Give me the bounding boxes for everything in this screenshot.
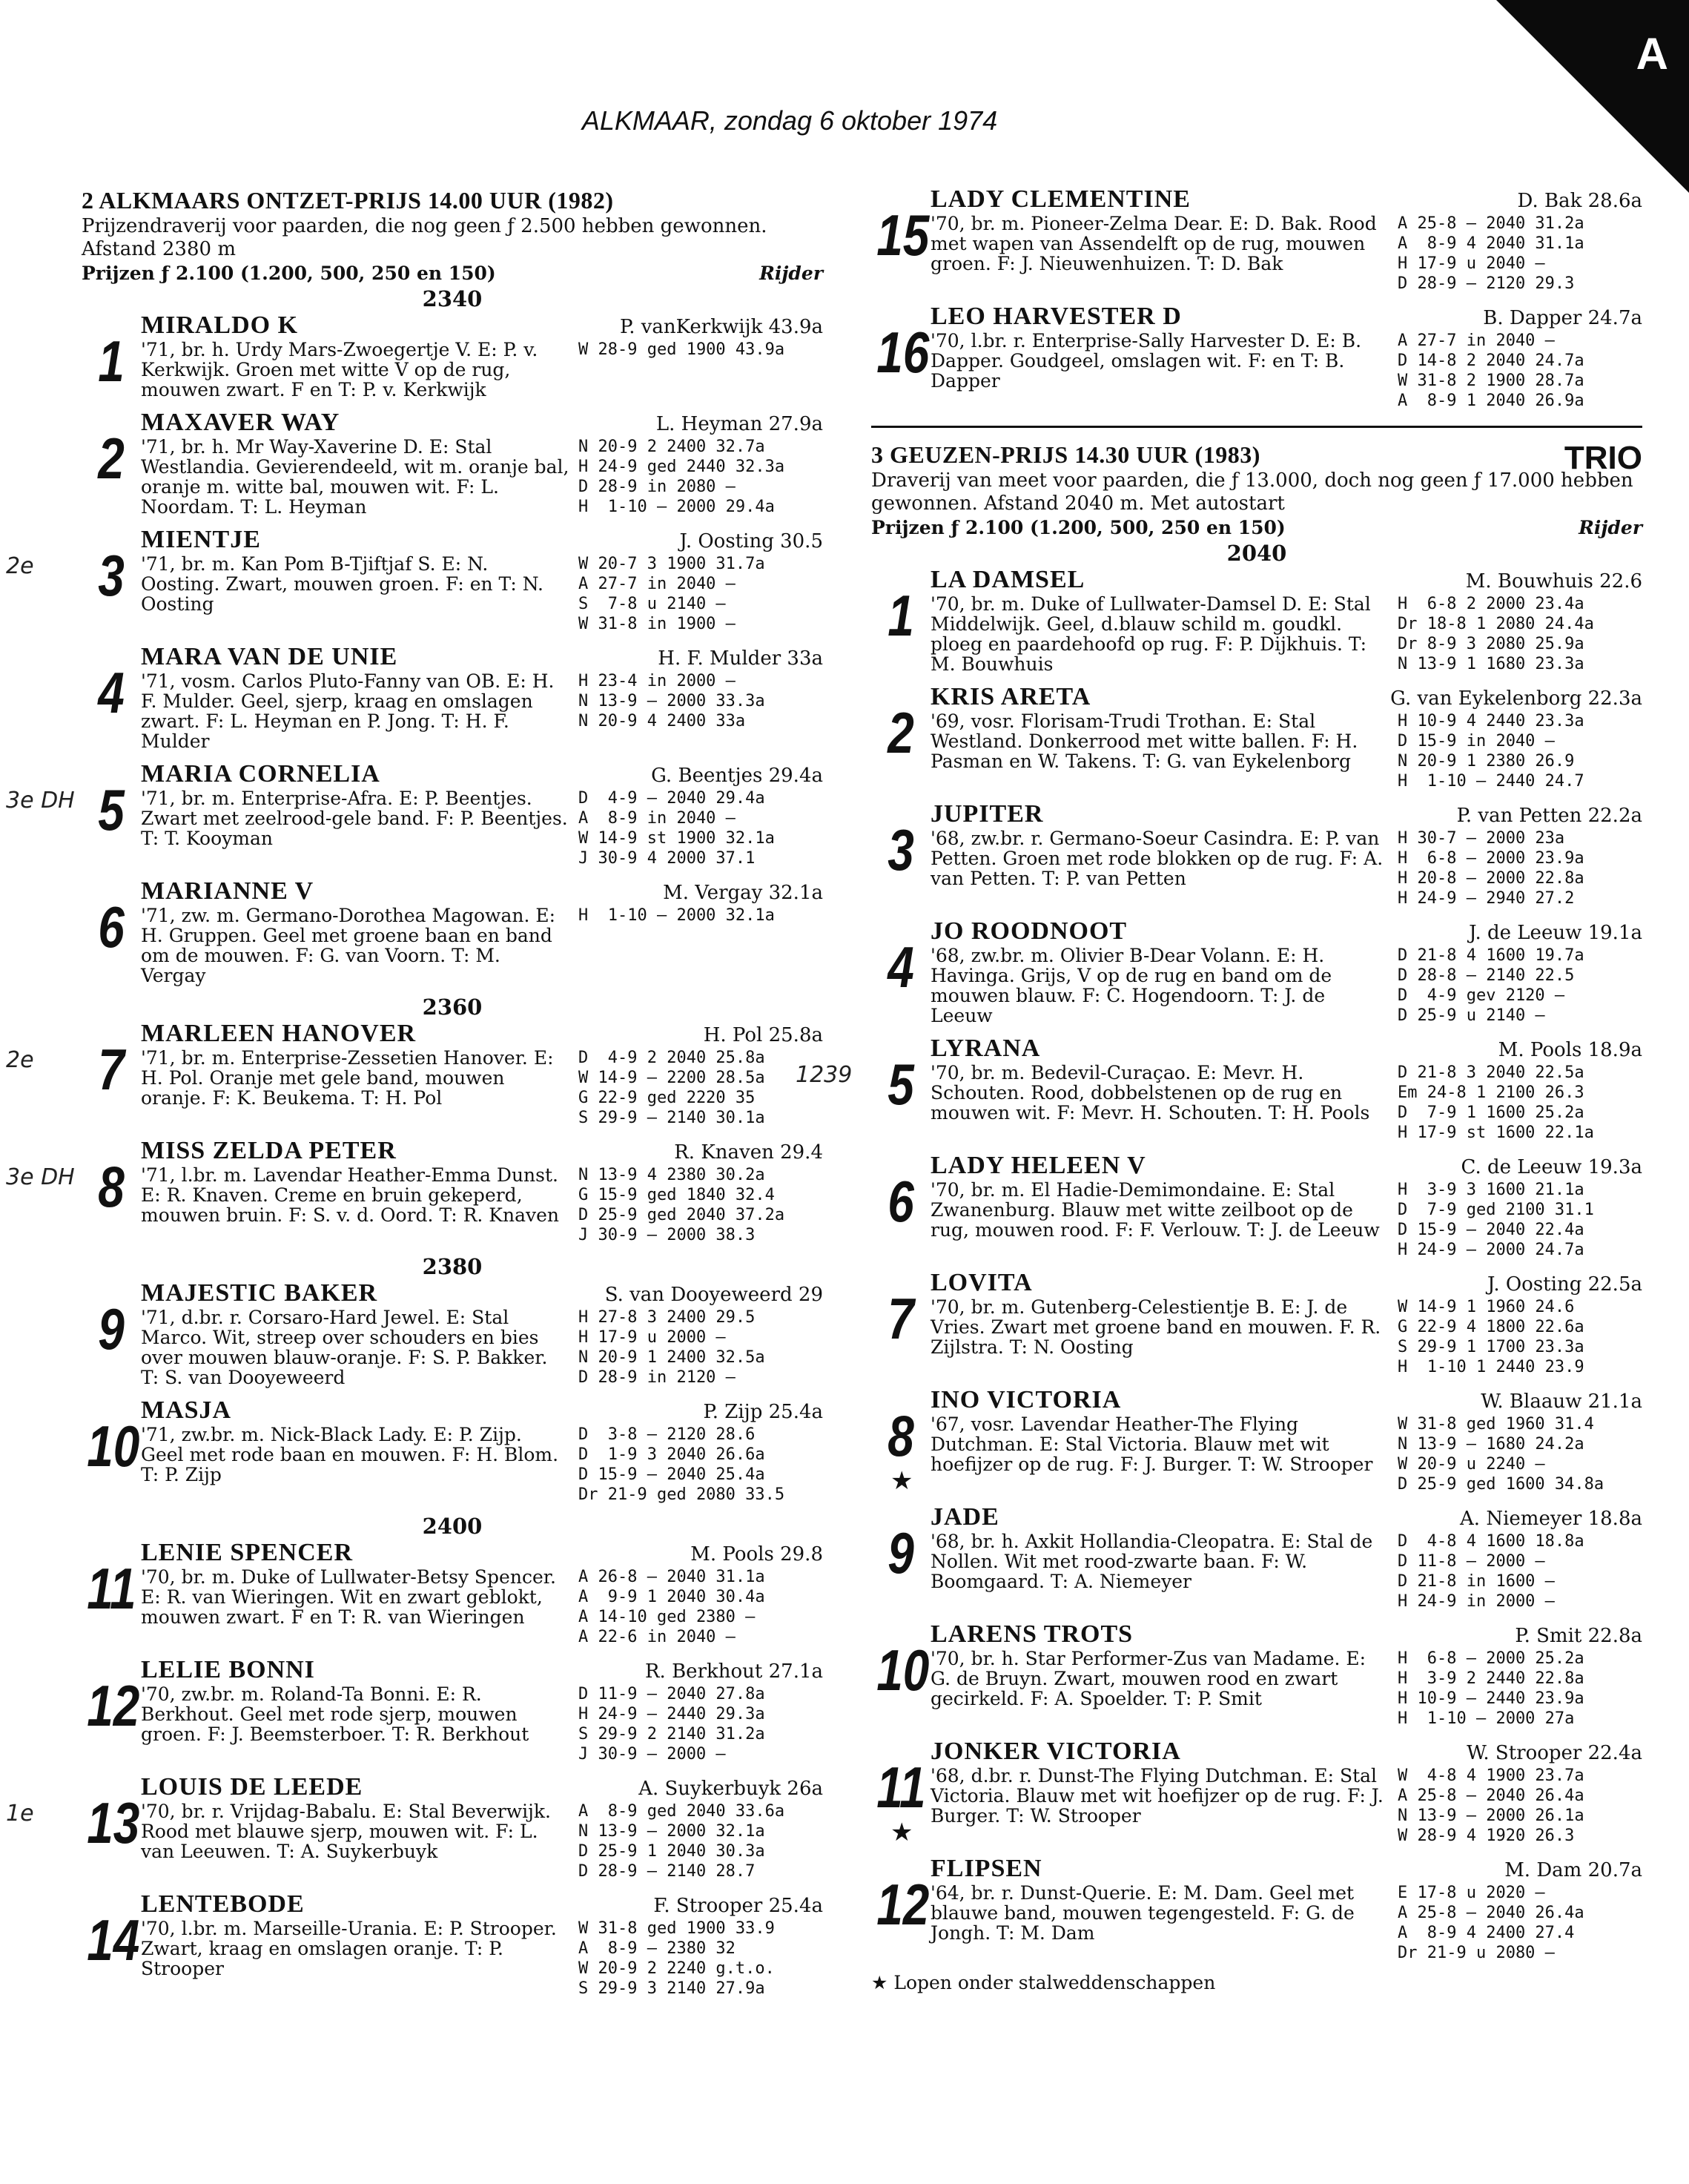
star-icon: ★ — [890, 1818, 913, 1847]
driver-record: A. Niemeyer 18.8a — [1460, 1508, 1642, 1530]
start-number: 10 — [87, 1413, 140, 1479]
horse-entry — [871, 1620, 1642, 1729]
name-line — [931, 1035, 1642, 1063]
driver-record: P. vanKerkwijk 43.9a — [619, 316, 823, 338]
horse-description: '68, br. h. Axkit Hollandia-Cleopatra. E: Stal de Nollen. Wit met rood-zwarte baan. F: W. Boomgaard. T: A. Niemeyer — [931, 1531, 1373, 1592]
horse-entry — [82, 643, 823, 751]
start-number: 3 — [98, 543, 125, 608]
horse-description: '70, br. m. Duke of Lullwater-Damsel D. E: Stal Middelwijk. Geel, d.blauw schild m. goudkl. ploeg en paardehoofd op rug. F: P. Dijkhuis. T: M. Bouwhuis — [931, 593, 1371, 675]
race-divider — [871, 426, 1642, 428]
horse-details — [931, 1766, 1642, 1846]
performance-table: D 21-8 4 1600 19.7a D 28-8 — 2140 22.5 D 4-9 gev 2120 — D 25-9 u 2140 — — [1398, 946, 1584, 1025]
start-number: 5 — [98, 777, 125, 842]
distance-heading: 2400 — [422, 1514, 483, 1539]
performance-table: D 4-9 2 2040 25.8a W 14-9 — 2200 28.5a G 22-9 ged 2220 35 S 29-9 — 2140 30.1a — [578, 1049, 765, 1127]
start-number: 5 — [888, 1052, 914, 1117]
horse-body — [141, 877, 823, 986]
horse-name: MAXAVER WAY — [141, 409, 340, 436]
name-line — [931, 1855, 1642, 1883]
horse-name: MIENTJE — [141, 526, 261, 553]
rider-label: Rijder — [759, 263, 823, 284]
horse-description: '70, zw.br. m. Roland-Ta Bonni. E: R. Berkhout. Geel met rode sjerp, mouwen groen. F: J. Beemsterboer. T: R. Berkhout — [141, 1683, 529, 1745]
driver-record: J. de Leeuw 19.1a — [1469, 922, 1642, 944]
horse-description: '71, l.br. m. Lavendar Heather-Emma Dunst. E: R. Knaven. Creme en bruin gekeperd, mouwen bruin. F: S. v. d. Oord. T: R. Knaven — [141, 1164, 560, 1226]
name-line — [141, 1656, 823, 1684]
name-line — [931, 1269, 1642, 1297]
horse-description: '67, vosr. Lavendar Heather-The Flying Dutchman. E: Stal Victoria. Blauw met wit hoefijzer op de rug. F: J. Burger. T: W. Strooper — [931, 1413, 1373, 1475]
horse-entry — [871, 303, 1642, 411]
prize-text: Prijzen ƒ 2.100 (1.200, 500, 250 en 150) — [871, 517, 1286, 538]
handwritten-note: 1e — [6, 1801, 34, 1827]
performance-table: H 6-8 2 2000 23.4a Dr 18-8 1 2080 24.4a Dr 8-9 3 2080 25.9a N 13-9 1 1680 23.3a — [1398, 595, 1594, 673]
name-line — [931, 566, 1642, 594]
name-line — [141, 1539, 823, 1567]
horse-details — [141, 1048, 823, 1128]
horse-description: '71, br. h. Urdy Mars-Zwoegertje V. E: P. v. Kerkwijk. Groen met witte V op de rug, mouwen zwart. F en T: P. v. Kerkwijk — [141, 339, 538, 400]
horse-name: LADY CLEMENTINE — [931, 185, 1191, 213]
horse-details — [931, 1414, 1642, 1494]
start-number: 14 — [87, 1907, 140, 1973]
horse-description: '70, l.br. r. Enterprise-Sally Harvester D. E: B. Dapper. Goudgeel, omslagen wit. F: en T: B. Dapper — [931, 330, 1362, 392]
name-line — [141, 1773, 823, 1801]
horse-name: LADY HELEEN V — [931, 1152, 1146, 1179]
performance-table: H 30-7 — 2000 23a H 6-8 — 2000 23.9a H 20-8 — 2000 22.8a H 24-9 — 2940 27.2 — [1398, 829, 1584, 908]
name-line — [931, 185, 1642, 214]
horse-body — [931, 1269, 1642, 1377]
start-number: 2 — [888, 700, 914, 765]
horse-entry — [6, 760, 823, 868]
page-header: ALKMAAR, zondag 6 oktober 1974 — [581, 105, 998, 136]
performance-table: W 31-8 ged 1900 33.9 A 8-9 — 2380 32 W 20-9 2 2240 g.t.o. S 29-9 3 2140 27.9a — [578, 1919, 775, 1998]
horse-entry — [82, 1279, 823, 1388]
performance-table: D 4-9 — 2040 29.4a A 8-9 in 2040 — W 14-9 st 1900 32.1a J 30-9 4 2000 37.1 — [578, 789, 775, 868]
driver-record: A. Suykerbuyk 26a — [638, 1778, 823, 1800]
horse-body — [141, 1396, 823, 1505]
driver-record: P. Zijp 25.4a — [703, 1401, 823, 1423]
horse-entry — [796, 1035, 1642, 1143]
horse-body — [931, 1855, 1642, 1963]
horse-entry — [6, 1773, 823, 1881]
horse-entry — [82, 1890, 823, 1999]
performance-table: W 14-9 1 1960 24.6 G 22-9 4 1800 22.6a S 29-9 1 1700 23.3a H 1-10 1 2440 23.9 — [1398, 1298, 1584, 1376]
performance-table: H 1-10 — 2000 32.1a — [578, 906, 775, 925]
start-number: 1 — [98, 329, 125, 394]
horse-description: '70, br. r. Vrijdag-Babalu. E: Stal Beverwijk. Rood met blauwe sjerp, mouwen wit. F: L. van Leeuwen. T: A. Suykerbuyk — [141, 1801, 551, 1862]
horse-entry — [871, 1855, 1642, 1963]
horse-list — [6, 286, 823, 1999]
performance-table: H 3-9 3 1600 21.1a D 7-9 ged 2100 31.1 D 15-9 — 2040 22.4a H 24-9 — 2000 24.7a — [1398, 1181, 1594, 1259]
start-number: 7 — [98, 1037, 125, 1102]
horse-name: LEO HARVESTER D — [931, 303, 1182, 330]
name-line — [141, 643, 823, 671]
horse-details — [931, 711, 1642, 791]
horse-entry — [871, 1503, 1642, 1611]
horse-name: MIRALDO K — [141, 311, 299, 339]
horse-description: '70, br. m. Bedevil-Curaçao. E: Mevr. H. Schouten. Rood, dobbelstenen op de rug en mouwen wit. F: Mevr. H. Schouten. T: H. Pools — [931, 1062, 1370, 1124]
performance-table: A 27-7 in 2040 — D 14-8 2 2040 24.7a W 31-8 2 1900 28.7a A 8-9 1 2040 26.9a — [1398, 331, 1584, 410]
horse-name: LENIE SPENCER — [141, 1539, 354, 1566]
horse-description: '71, br. h. Mr Way-Xaverine D. E: Stal Westlandia. Gevierendeeld, wit m. oranje bal, oranje m. witte bal, mouwen wit. F: L. Noordam. T: L. Heyman — [141, 436, 569, 518]
handwritten-note: 1239 — [796, 1062, 853, 1088]
performance-table: H 6-8 — 2000 25.2a H 3-9 2 2440 22.8a H 10-9 — 2440 23.9a H 1-10 — 2000 27a — [1398, 1649, 1584, 1728]
horse-name: JONKER VICTORIA — [931, 1738, 1181, 1765]
driver-record: H. Pol 25.8a — [703, 1024, 823, 1046]
horse-details — [931, 331, 1642, 411]
driver-record: M. Bouwhuis 22.6 — [1465, 570, 1642, 593]
horse-list — [796, 566, 1642, 1963]
performance-table: E 17-8 u 2020 — A 25-8 — 2040 26.4a A 8-9 4 2400 27.4 Dr 21-9 u 2080 — — [1398, 1884, 1584, 1962]
driver-record: C. de Leeuw 19.3a — [1461, 1156, 1642, 1178]
performance-table: D 11-9 — 2040 27.8a H 24-9 — 2440 29.3a S 29-9 2 2140 31.2a J 30-9 — 2000 — — [578, 1685, 765, 1764]
distance-heading: 2040 — [1226, 541, 1287, 566]
horse-body — [141, 1137, 823, 1245]
handwritten-note: 2e — [6, 553, 34, 579]
horse-name: LENTEBODE — [141, 1890, 305, 1918]
horse-description: '71, zw. m. Germano-Dorothea Magowan. E: H. Gruppen. Geel met groene baan en band om de mouwen. F: G. van Voorn. T: M. Vergay — [141, 905, 556, 986]
start-number: 12 — [87, 1673, 140, 1738]
horse-description: '69, vosr. Florisam-Trudi Trothan. E: Stal Westland. Donkerrood met witte ballen. F: H. Pasman en W. Takens. T: G. van Eykelenborg — [931, 710, 1358, 772]
horse-details — [931, 1180, 1642, 1260]
driver-record: H. F. Mulder 33a — [658, 647, 823, 670]
driver-record: D. Bak 28.6a — [1517, 190, 1642, 212]
performance-table: W 28-9 ged 1900 43.9a — [578, 340, 785, 359]
horse-body — [141, 1656, 823, 1764]
performance-table: A 8-9 ged 2040 33.6a N 13-9 — 2000 32.1a D 25-9 1 2040 30.3a D 28-9 — 2140 28.7 — [578, 1802, 785, 1881]
horse-entry — [82, 311, 823, 400]
horse-entry — [82, 1396, 823, 1505]
horse-name: LARENS TROTS — [931, 1620, 1134, 1648]
horse-name: MASJA — [141, 1396, 232, 1424]
horse-details — [141, 905, 823, 986]
right-column — [796, 185, 1642, 1993]
driver-record: M. Pools 18.9a — [1498, 1039, 1642, 1061]
horse-body — [931, 800, 1642, 908]
horse-body — [931, 917, 1642, 1026]
name-line — [931, 1503, 1642, 1531]
name-line — [931, 917, 1642, 946]
horse-body — [141, 1279, 823, 1388]
horse-entry — [6, 1020, 823, 1128]
star-icon: ★ — [890, 1466, 913, 1496]
name-line — [141, 760, 823, 788]
driver-record: M. Dam 20.7a — [1504, 1859, 1642, 1881]
horse-name: JUPITER — [931, 800, 1044, 828]
horse-description: '70, br. m. El Hadie-Demimondaine. E: Stal Zwanenburg. Blauw met witte zeilboot op de rug, mouwen rood. F: F. Verlouw. T: J. de Leeuw — [931, 1179, 1380, 1241]
performance-table: A 25-8 — 2040 31.2a A 8-9 4 2040 31.1a H 17-9 u 2040 — D 28-9 — 2120 29.3 — [1398, 214, 1584, 293]
performance-table: A 26-8 — 2040 31.1a A 9-9 1 2040 30.4a A 14-10 ged 2380 — A 22-6 in 2040 — — [578, 1568, 765, 1646]
horse-name: MARIANNE V — [141, 877, 314, 905]
start-number: 3 — [888, 817, 914, 882]
horse-name: MARLEEN HANOVER — [141, 1020, 417, 1047]
performance-table: D 3-8 — 2120 28.6 D 1-9 3 2040 26.6a D 15-9 — 2040 25.4a Dr 21-9 ged 2080 33.5 — [578, 1425, 785, 1504]
performance-table: N 20-9 2 2400 32.7a H 24-9 ged 2440 32.3a D 28-9 in 2080 — H 1-10 — 2000 29.4a — [578, 438, 785, 516]
horse-details — [141, 1567, 823, 1647]
handwritten-note: 3e DH — [6, 1164, 75, 1190]
start-number: 8 — [888, 1403, 914, 1468]
horse-details — [141, 1684, 823, 1764]
name-line — [931, 800, 1642, 828]
horse-entry — [871, 566, 1642, 674]
start-number: 9 — [888, 1520, 914, 1586]
start-number: 2 — [98, 426, 125, 491]
race-header — [871, 440, 1642, 476]
horse-description: '71, br. m. Enterprise-Zessetien Hanover. E: H. Pol. Oranje met gele band, mouwen oranje. F: K. Beukema. T: H. Pol — [141, 1047, 554, 1109]
start-number: 9 — [98, 1296, 125, 1362]
horse-description: '71, zw.br. m. Nick-Black Lady. E: P. Zijp. Geel met rode baan en mouwen. F: H. Blom. T: P. Zijp — [141, 1424, 559, 1485]
performance-table: H 10-9 4 2440 23.3a D 15-9 in 2040 — N 20-9 1 2380 26.9 H 1-10 — 2440 24.7 — [1398, 712, 1584, 791]
horse-details — [931, 1649, 1642, 1729]
horse-description: '70, l.br. m. Marseille-Urania. E: P. Strooper. Zwart, kraag en omslagen oranje. T: P. Strooper — [141, 1918, 557, 1979]
performance-table: N 13-9 4 2380 30.2a G 15-9 ged 1840 32.4 D 25-9 ged 2040 37.2a J 30-9 — 2000 38.3 — [578, 1166, 785, 1244]
horse-description: '71, br. m. Kan Pom B-Tjiftjaf S. E: N. Oosting. Zwart, mouwen groen. F: en T: N. Oosting — [141, 553, 543, 615]
horse-entry — [871, 683, 1642, 791]
horse-body — [931, 185, 1642, 294]
driver-record: G. van Eykelenborg 22.3a — [1390, 687, 1642, 710]
horse-description: '71, vosm. Carlos Pluto-Fanny van OB. E: H. F. Mulder. Geel, sjerp, kraag en omslagen zwart. F: L. Heyman en P. Jong. T: H. F. Mulder — [141, 670, 555, 752]
horse-description: '68, zw.br. m. Olivier B-Dear Volann. E: H. Havinga. Grijs, V op de rug en band om de mouwen blauw. F: C. Hogendoorn. T: J. de Leeuw — [931, 945, 1332, 1026]
race-description: Prijzendraverij voor paarden, die nog geen ƒ 2.500 hebben gewonnen. Afstand 2380 m — [82, 215, 767, 260]
name-line — [931, 683, 1642, 711]
name-line — [931, 303, 1642, 331]
driver-record: L. Heyman 27.9a — [655, 413, 823, 435]
start-number: 4 — [888, 934, 914, 1000]
horse-details — [141, 340, 823, 400]
driver-record: B. Dapper 24.7a — [1483, 307, 1642, 329]
horse-entry — [82, 1539, 823, 1647]
horse-body — [931, 1152, 1642, 1260]
continued-horse-list — [871, 185, 1642, 411]
horse-body — [931, 1503, 1642, 1611]
horse-body — [141, 1773, 823, 1881]
horse-details — [141, 671, 823, 751]
prize-text: Prijzen ƒ 2.100 (1.200, 500, 250 en 150) — [82, 263, 496, 284]
horse-body — [931, 303, 1642, 411]
name-line — [141, 1020, 823, 1048]
race-prize — [871, 515, 1642, 541]
start-number: 16 — [876, 320, 930, 385]
distance-heading: 2380 — [422, 1254, 483, 1279]
name-line — [931, 1620, 1642, 1649]
horse-details — [141, 1919, 823, 1999]
horse-description: '68, d.br. r. Dunst-The Flying Dutchman. E: Stal Victoria. Blauw met wit hoefijzer op de rug. F: J. Burger. T: W. Strooper — [931, 1765, 1384, 1827]
horse-entry — [82, 1656, 823, 1764]
horse-body — [141, 643, 823, 751]
start-number: 12 — [876, 1872, 930, 1937]
horse-entry — [871, 1152, 1642, 1260]
horse-description: '71, br. m. Enterprise-Afra. E: P. Beentjes. Zwart met zeelrood-gele band. F: P. Beentjes. T: T. Kooyman — [141, 788, 568, 849]
driver-record: J. Oosting 30.5 — [679, 530, 823, 552]
horse-entry — [6, 1137, 823, 1245]
horse-details — [931, 828, 1642, 908]
horse-description: '71, d.br. r. Corsaro-Hard Jewel. E: Stal Marco. Wit, streep over schouders en bies over mouwen blauw-oranje. F: S. P. Bakker. T: S. van Dooyeweerd — [141, 1307, 548, 1388]
driver-record: J. Oosting 22.5a — [1487, 1273, 1642, 1296]
horse-entry — [6, 526, 823, 634]
race-title: 2 ALKMAARS ONTZET-PRIJS 14.00 UUR (1982) — [82, 187, 614, 214]
horse-details — [141, 1801, 823, 1881]
horse-description: '64, br. r. Dunst-Querie. E: M. Dam. Geel met blauwe band, mouwen tegengesteld. F: G. de Jongh. T: M. Dam — [931, 1882, 1355, 1944]
horse-details — [141, 554, 823, 634]
driver-record: G. Beentjes 29.4a — [651, 765, 823, 787]
horse-entry — [871, 1738, 1642, 1846]
horse-body — [931, 1738, 1642, 1846]
name-line — [931, 1386, 1642, 1414]
start-number: 15 — [876, 202, 930, 268]
horse-details — [931, 1531, 1642, 1611]
trio-badge: TRIO — [1564, 440, 1642, 476]
start-number: 6 — [888, 1169, 914, 1234]
horse-name: LOUIS DE LEEDE — [141, 1773, 363, 1801]
start-number: 11 — [876, 1755, 926, 1820]
horse-body — [141, 526, 823, 634]
driver-record: M. Vergay 32.1a — [663, 882, 823, 904]
performance-table: H 27-8 3 2400 29.5 H 17-9 u 2000 — N 20-9 1 2400 32.5a D 28-9 in 2120 — — [578, 1308, 765, 1387]
distance-heading: 2360 — [422, 994, 483, 1020]
start-number: 1 — [888, 583, 914, 648]
horse-details — [931, 1063, 1642, 1143]
driver-record: P. Smit 22.8a — [1515, 1625, 1642, 1647]
driver-record: M. Pools 29.8 — [690, 1543, 823, 1566]
horse-name: KRIS ARETA — [931, 683, 1091, 710]
name-line — [141, 877, 823, 905]
name-line — [141, 311, 823, 340]
horse-description: '70, br. m. Pioneer-Zelma Dear. E: D. Bak. Rood met wapen van Assendelft op de rug, mouwen groen. F: J. Nieuwenhuizen. T: D. Bak — [931, 213, 1377, 274]
driver-record: W. Blaauw 21.1a — [1481, 1390, 1642, 1413]
name-line — [931, 1738, 1642, 1766]
performance-table: H 23-4 in 2000 — N 13-9 — 2000 33.3a N 20-9 4 2400 33a — [578, 672, 765, 730]
horse-body — [141, 1020, 823, 1128]
performance-table: W 4-8 4 1900 23.7a A 25-8 — 2040 26.4a N 13-9 — 2000 26.1a W 28-9 4 1920 26.3 — [1398, 1766, 1584, 1845]
horse-name: FLIPSEN — [931, 1855, 1042, 1882]
horse-name: LELIE BONNI — [141, 1656, 315, 1683]
performance-table: W 20-7 3 1900 31.7a A 27-7 in 2040 — S 7-8 u 2140 — W 31-8 in 1900 — — [578, 555, 765, 633]
horse-body — [931, 1386, 1642, 1494]
horse-entry — [82, 409, 823, 517]
start-number: 11 — [87, 1556, 136, 1621]
race-title: 3 GEUZEN-PRIJS 14.30 UUR (1983) — [871, 441, 1260, 468]
handwritten-note: 2e — [6, 1047, 34, 1073]
horse-name: MARIA CORNELIA — [141, 760, 380, 788]
horse-entry — [871, 185, 1642, 294]
performance-table: W 31-8 ged 1960 31.4 N 13-9 — 1680 24.2a W 20-9 u 2240 — D 25-9 ged 1600 34.8a — [1398, 1415, 1604, 1494]
start-number: 8 — [98, 1154, 125, 1219]
horse-body — [141, 311, 823, 400]
horse-body — [931, 1620, 1642, 1729]
footnote: ★ Lopen onder stalweddenschappen — [871, 1972, 1216, 1993]
driver-record: F. Strooper 25.4a — [653, 1895, 823, 1917]
horse-body — [931, 683, 1642, 791]
driver-record: W. Strooper 22.4a — [1467, 1742, 1642, 1764]
name-line — [141, 1137, 823, 1165]
horse-description: '70, br. m. Gutenberg-Celestientje B. E: J. de Vries. Zwart met groene band en mouwen. F. R. Zijlstra. T: N. Oosting — [931, 1296, 1381, 1358]
horse-name: LYRANA — [931, 1035, 1041, 1062]
distance-heading: 2340 — [422, 286, 483, 311]
performance-table: D 21-8 3 2040 22.5a Em 24-8 1 2100 26.3 D 7-9 1 1600 25.2a H 17-9 st 1600 22.1a — [1398, 1063, 1594, 1142]
start-number: 10 — [876, 1637, 930, 1703]
rider-label: Rijder — [1579, 517, 1642, 538]
horse-details — [141, 1165, 823, 1245]
horse-body — [931, 1035, 1642, 1143]
horse-entry — [871, 917, 1642, 1026]
horse-name: MISS ZELDA PETER — [141, 1137, 397, 1164]
horse-entry — [871, 1269, 1642, 1377]
performance-table: D 4-8 4 1600 18.8a D 11-8 — 2000 — D 21-8 in 1600 — H 24-9 in 2000 — — [1398, 1532, 1584, 1611]
horse-details — [931, 1883, 1642, 1963]
horse-details — [141, 1425, 823, 1505]
start-number: 13 — [87, 1790, 140, 1855]
horse-name: JO ROODNOOT — [931, 917, 1128, 945]
horse-name: LA DAMSEL — [931, 566, 1085, 593]
horse-name: LOVITA — [931, 1269, 1033, 1296]
horse-name: INO VICTORIA — [931, 1386, 1122, 1413]
horse-details — [141, 437, 823, 517]
horse-details — [141, 1307, 823, 1388]
horse-details — [931, 594, 1642, 674]
horse-description: '70, br. h. Star Performer-Zus van Madame. E: G. de Bruyn. Zwart, mouwen rood en zwart gecirkeld. F: A. Spoelder. T: P. Smit — [931, 1648, 1366, 1709]
section-letter: A — [1636, 29, 1668, 79]
name-line — [141, 526, 823, 554]
horse-description: '68, zw.br. r. Germano-Soeur Casindra. E: P. van Petten. Groen met rode blokken op de rug. F: A. van Petten. T: P. van Petten — [931, 828, 1384, 889]
horse-description: '70, br. m. Duke of Lullwater-Betsy Spencer. E: R. van Wieringen. Wit en zwart geblokt, mouwen zwart. F en T: R. van Wieringen — [141, 1566, 556, 1628]
horse-name: JADE — [931, 1503, 999, 1531]
name-line — [931, 1152, 1642, 1180]
name-line — [141, 1890, 823, 1919]
horse-details — [931, 1297, 1642, 1377]
start-number: 7 — [888, 1286, 914, 1351]
horse-name: MAJESTIC BAKER — [141, 1279, 378, 1307]
horse-body — [931, 566, 1642, 674]
horse-body — [141, 760, 823, 868]
handwritten-note: 3e DH — [6, 788, 75, 814]
name-line — [141, 409, 823, 437]
start-number: 6 — [98, 894, 125, 960]
race-prize — [82, 261, 823, 286]
driver-record: S. van Dooyeweerd 29 — [604, 1284, 823, 1306]
horse-body — [141, 409, 823, 517]
horse-details — [141, 788, 823, 868]
race-description: Draverij van meet voor paarden, die ƒ 13.000, doch nog geen ƒ 17.000 hebben gewonnen. Afstand 2040 m. Met autostart — [871, 469, 1633, 515]
driver-record: R. Knaven 29.4 — [674, 1141, 823, 1164]
name-line — [141, 1279, 823, 1307]
horse-body — [141, 1890, 823, 1999]
start-number: 4 — [98, 660, 125, 725]
name-line — [141, 1396, 823, 1425]
horse-entry — [871, 1386, 1642, 1494]
driver-record: P. van Petten 22.2a — [1456, 805, 1642, 827]
horse-details — [931, 214, 1642, 294]
driver-record: R. Berkhout 27.1a — [644, 1660, 823, 1683]
horse-entry — [871, 800, 1642, 908]
left-column — [6, 185, 823, 2008]
horse-body — [141, 1539, 823, 1647]
horse-entry — [82, 877, 823, 986]
horse-name: MARA VAN DE UNIE — [141, 643, 398, 670]
horse-details — [931, 946, 1642, 1026]
